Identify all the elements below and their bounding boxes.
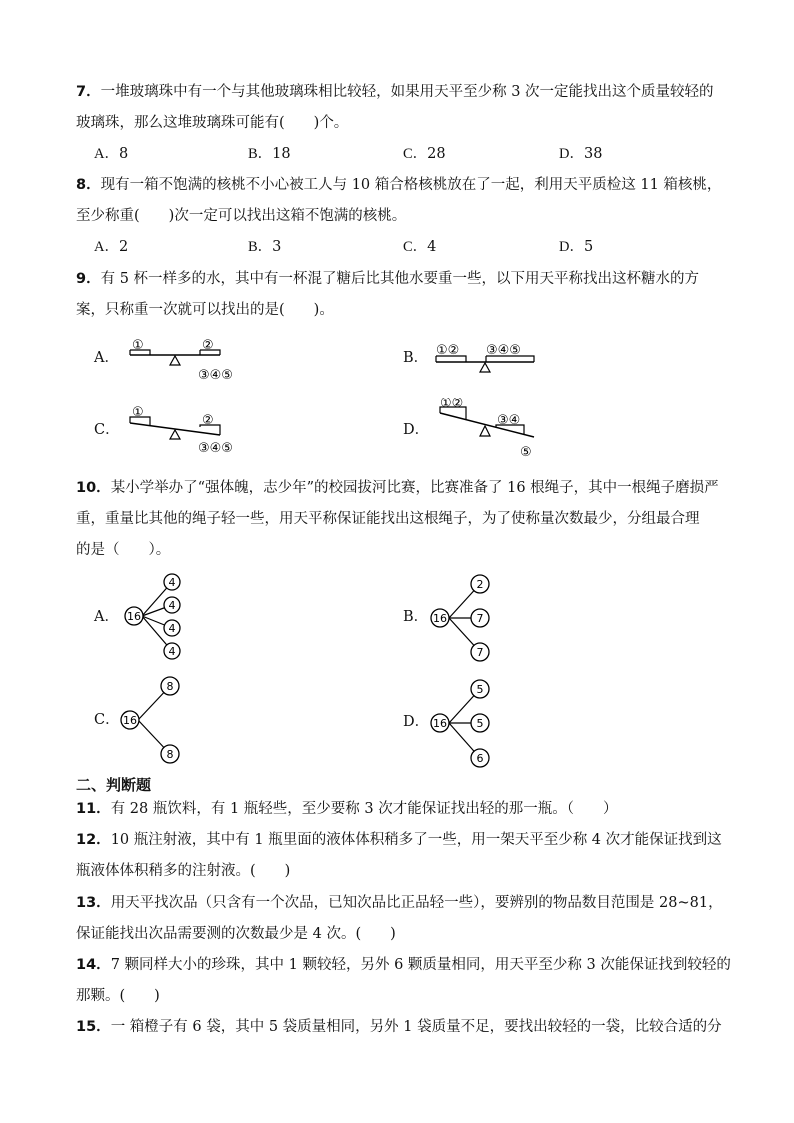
svg-text:4: 4 <box>168 576 176 589</box>
q9-balance-a <box>120 335 260 387</box>
svg-text:16: 16 <box>127 610 141 623</box>
q10-label-c: C． <box>94 712 120 728</box>
q10-tree-d <box>427 675 497 771</box>
q10-label-b: B． <box>403 609 429 625</box>
q14-line1: 14．7 颗同样大小的珍珠，其中 1 颗较轻，另外 6 颗质量相同，用天平至少称 3 次能保证找到较轻的 <box>76 957 731 973</box>
q10-line1: 10．某小学举办了“强体魄，志少年”的校园拔河比赛，比赛准备了 16 根绳子，其中一根绳子磨损严 <box>76 480 719 496</box>
q10-line2: 重，重量比其他的绳子轻一些，用天平称保证能找出这根绳子，为了使称量次数最少，分组最合理 <box>76 511 700 527</box>
q7-option-a: A．8 <box>94 146 129 162</box>
q10-label-a: A． <box>94 609 119 625</box>
q8-option-a: A．2 <box>94 239 129 255</box>
q8-line2: 至少称重( )次一定可以找出这箱不饱满的核桃。 <box>76 208 407 224</box>
q7-option-c: C．28 <box>403 146 446 162</box>
q10-number: 10． <box>76 480 111 496</box>
q12-line2: 瓶液体体积稍多的注射液。( ) <box>76 863 291 879</box>
q7-line1: 7．一堆玻璃珠中有一个与其他玻璃珠相比较轻，如果用天平至少称 3 次一定能找出这个质量较轻的 <box>76 84 714 100</box>
q9-label-b: B． <box>403 350 429 366</box>
svg-text:③④⑤: ③④⑤ <box>486 343 521 358</box>
svg-text:8: 8 <box>166 680 174 693</box>
svg-text:4: 4 <box>168 599 176 612</box>
q7-number: 7． <box>76 84 101 100</box>
svg-text:①: ① <box>132 405 144 420</box>
svg-text:8: 8 <box>166 748 174 761</box>
q10-line3: 的是（ ）。 <box>76 542 171 558</box>
q7-option-b: B．18 <box>248 146 291 162</box>
q14-number: 14． <box>76 957 111 973</box>
svg-text:2: 2 <box>476 578 484 591</box>
section-heading-judgement: 二、判断题 <box>76 776 152 794</box>
q13-line1: 13．用天平找次品（只含有一个次品，已知次品比正品轻一些），要辨别的物品数目范围是 28~81， <box>76 895 723 911</box>
q9-line1: 9．有 5 杯一样多的水，其中有一杯混了糖后比其他水要重一些，以下用天平称找出这杯糖水的方 <box>76 271 700 287</box>
svg-text:5: 5 <box>476 717 484 730</box>
q8-number: 8． <box>76 177 101 193</box>
q9-label-c: C． <box>94 422 120 438</box>
svg-text:16: 16 <box>123 714 137 727</box>
q14-line2: 那颗。( ) <box>76 988 160 1004</box>
q9-label-a: A． <box>94 350 119 366</box>
svg-text:③④⑤: ③④⑤ <box>198 368 233 383</box>
q15-line1: 15．一 箱橙子有 6 袋，其中 5 袋质量相同，另外 1 袋质量不足，要找出较轻的一袋，比较合适的分 <box>76 1019 722 1035</box>
q9-number: 9． <box>76 271 101 287</box>
svg-text:①②: ①② <box>440 398 464 411</box>
q9-balance-d <box>430 398 550 464</box>
svg-text:16: 16 <box>433 612 447 625</box>
svg-text:①: ① <box>132 338 144 353</box>
svg-text:7: 7 <box>476 612 484 625</box>
q10-label-d: D． <box>403 714 430 730</box>
svg-text:③④⑤: ③④⑤ <box>198 441 233 456</box>
svg-text:5: 5 <box>476 683 484 696</box>
q7-option-d: D．38 <box>559 146 603 162</box>
q9-label-d: D． <box>403 422 430 438</box>
svg-text:4: 4 <box>168 622 176 635</box>
q9-balance-b <box>430 335 550 387</box>
q9-balance-c <box>120 404 260 460</box>
q8-option-d: D．5 <box>559 239 594 255</box>
q13-line2: 保证能找出次品需要测的次数最少是 4 次。( ) <box>76 926 396 942</box>
q7-line2: 玻璃珠，那么这堆玻璃珠可能有( )个。 <box>76 115 349 131</box>
q8-option-c: C．4 <box>403 239 437 255</box>
q10-tree-c <box>118 674 188 766</box>
q12-line1: 12．10 瓶注射液，其中有 1 瓶里面的液体体积稍多了一些，用一架天平至少称 4 次才能保证找到这 <box>76 832 722 848</box>
svg-text:①②: ①② <box>436 343 460 358</box>
svg-text:7: 7 <box>476 646 484 659</box>
q10-tree-b <box>427 568 497 664</box>
q10-tree-a <box>118 568 188 664</box>
svg-text:6: 6 <box>476 752 484 765</box>
svg-text:③④: ③④ <box>497 413 521 428</box>
q8-line1: 8．现有一箱不饱满的核桃不小心被工人与 10 箱合格核桃放在了一起，利用天平质检这 11 箱核桃， <box>76 177 722 193</box>
q13-number: 13． <box>76 895 111 911</box>
svg-text:②: ② <box>202 413 214 428</box>
svg-text:②: ② <box>202 338 214 353</box>
svg-text:4: 4 <box>168 645 176 658</box>
q15-number: 15． <box>76 1019 111 1035</box>
q8-option-b: B．3 <box>248 239 282 255</box>
q9-line2: 案，只称重一次就可以找出的是( )。 <box>76 302 334 318</box>
q11-number: 11． <box>76 801 111 817</box>
q12-number: 12． <box>76 832 111 848</box>
q11-line1: 11．有 28 瓶饮料，有 1 瓶轻些，至少要称 3 次才能保证找出轻的那一瓶。（ ） <box>76 801 618 817</box>
svg-text:⑤: ⑤ <box>520 445 532 460</box>
svg-text:16: 16 <box>433 717 447 730</box>
